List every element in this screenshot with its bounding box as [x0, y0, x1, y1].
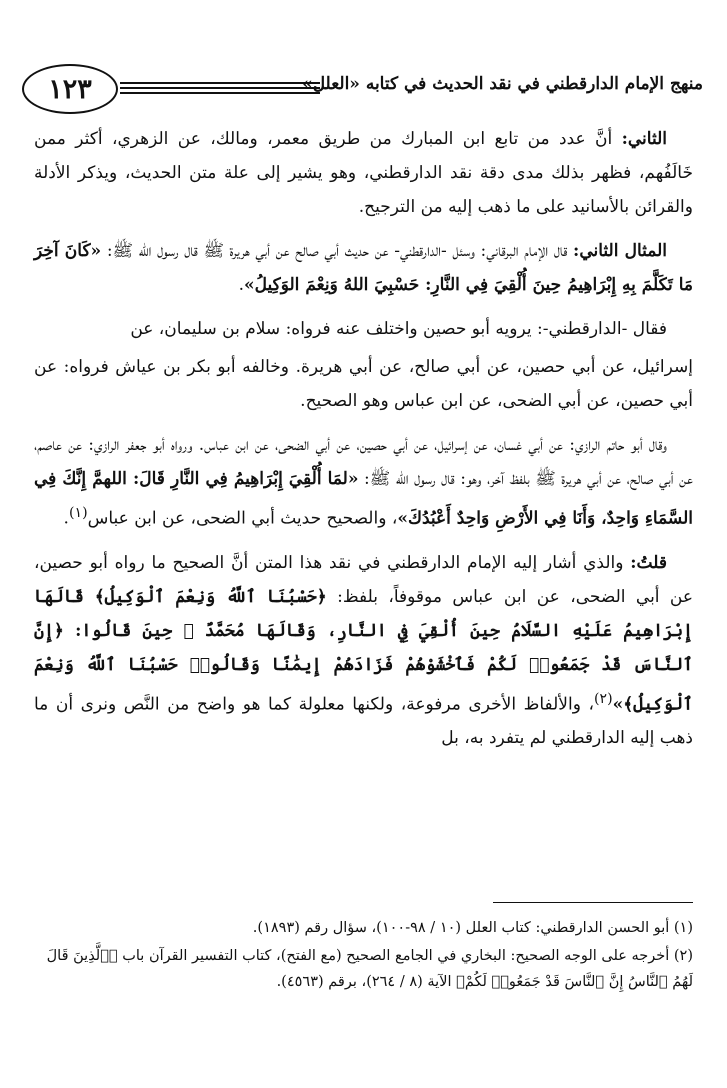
- paragraph-lead: الثاني:: [621, 129, 667, 149]
- quran-quote: ﴿حَسْبُنَا ٱللَّهُ وَنِعْمَ ٱلْوَكِيلُ﴾ قَالَهَا إِبْرَاهِيمُ عَلَيْهِ السَّلَامُ حِينَ أُلْقِيَ فِي النَّارِ، وَقَالَهَا مُحَمَّدٌ ﷺ حِينَ قَالُوا: ﴿إِنَّ ٱلنَّاسَ قَدْ جَمَعُوا۟ لَكُمْ فَٱخْشَوْهُمْ فَزَادَهُمْ إِيمَٰنًا وَقَالُوا۟ حَسْبُنَا ٱللَّهُ وَنِعْمَ ٱلْوَكِيلُ﴾»: [34, 586, 693, 715]
- paragraph-text: .: [238, 275, 244, 295]
- footnote-2: (٢) أخرجه على الوجه الصحيح: البخاري في الجامع الصحيح (مع الفتح)، كتاب التفسير القرآن باب ﴿ٱلَّذِينَ قَالَ لَهُمُ ٱلنَّاسُ إِنَّ ٱلنَّاسَ قَدْ جَمَعُوا۟ لَكُمْ﴾ الآية (٨ / ٢٦٤)، برقم (٤٥٦٣).: [46, 948, 693, 990]
- footnote-rule: [493, 902, 693, 903]
- footnote-1: (١) أبو الحسن الدارقطني: كتاب العلل (١٠ / ٩٨-١٠٠)، سؤال رقم (١٨٩٣).: [252, 920, 693, 936]
- footnote-ref: (٢): [593, 690, 613, 707]
- paragraph-4: [34, 428, 693, 536]
- paragraph-3b: [34, 350, 693, 418]
- paragraph-text: قال الإمام البرقاني: وسئل -الدارقطني- عن حديث أبي صالح عن أبي هريرة ﷺ قال رسول الله ﷺ:: [101, 241, 574, 261]
- running-title: منهج الإمام الدارقطني في نقد الحديث في كتابه «العلل»: [302, 74, 703, 94]
- paragraph-text: أنَّ عدد من تابع ابن المبارك من طريق معمر، ومالك، عن الزهري، أكثر ممن خَالَفُهم، فظهر بذلك مدى دقة نقد الدارقطني، وهو يشير إلى علة متن الحديث، ويذكر الأدلة والقرائن بالأسانيد على ما ذهب إليه من الترجيح.: [34, 129, 693, 217]
- paragraph-2: [34, 234, 693, 302]
- hadith-quote: «لمَا أُلْقِيَ إِبْرَاهِيمُ فِي النَّارِ قَالَ: اللهمَّ إِنَّكَ فِي السَّمَاءِ وَاحِدٌ، وَأَنَا فِي الأَرْضِ وَاحِدٌ أَعْبُدُكَ»: [34, 469, 693, 529]
- page-header: [22, 62, 703, 118]
- paragraph-text: والذي أشار إليه الإمام الدارقطني في نقد هذا المتن أنَّ الصحيح ما رواه أبو حصين، عن أبي الضحى، عن ابن عباس موقوفاً، بلفظ:: [34, 552, 694, 607]
- hadith-quote: «كَانَ آخِرَ مَا تَكَلَّمَ بِهِ إِبْرَاهِيمُ حِينَ أُلْقِيَ فِي النَّارِ: حَسْبِيَ اللهُ وَنِعْمَ الوَكِيلُ»: [34, 241, 693, 295]
- paragraph-3a: [34, 312, 693, 346]
- paragraph-text: وقال أبو حاتم الرازي: عن أبي غسان، عن إسرائيل، عن أبي حصين، عن أبي الضحى، عن ابن عباس. ورواه أبو جعفر الرازي: عن عاصم، عن أبي صالح، عن أبي هريرة ﷺ بلفظ آخر، وهو: قال رسول الله ﷺ:: [34, 435, 693, 489]
- header-rule: [120, 82, 320, 97]
- paragraph-text: .: [63, 508, 69, 529]
- main-text: [34, 122, 693, 755]
- paragraph-text: إسرائيل، عن أبي حصين، عن أبي صالح، عن أبي هريرة. وخالفه أبو بكر بن عياش فرواه: عن أبي حصين، عن أبي الضحى، عن ابن عباس وهو الصحيح.: [34, 357, 693, 411]
- example-heading: المثال الثاني:: [573, 241, 667, 261]
- paragraph-1: [34, 122, 693, 224]
- paragraph-lead: قلتُ:: [630, 552, 667, 573]
- paragraph-5: [34, 546, 693, 756]
- footnote-ref: (١): [68, 505, 88, 521]
- paragraph-text: فقال -الدارقطني-: يرويه أبو حصين واختلف عنه فرواه: سلام بن سليمان، عن: [130, 319, 667, 339]
- page-number: ١٢٣: [22, 64, 118, 114]
- paragraph-text: ، والصحيح حديث أبي الضحى، عن ابن عباس: [87, 508, 398, 529]
- footnotes: [34, 902, 693, 997]
- paragraph-text: ، والألفاظ الأخرى مرفوعة، ولكنها معلولة كما هو واضح من النَّص ونرى أن ما ذهب إليه الدارقطني لم يتفرد به، بل: [34, 694, 693, 749]
